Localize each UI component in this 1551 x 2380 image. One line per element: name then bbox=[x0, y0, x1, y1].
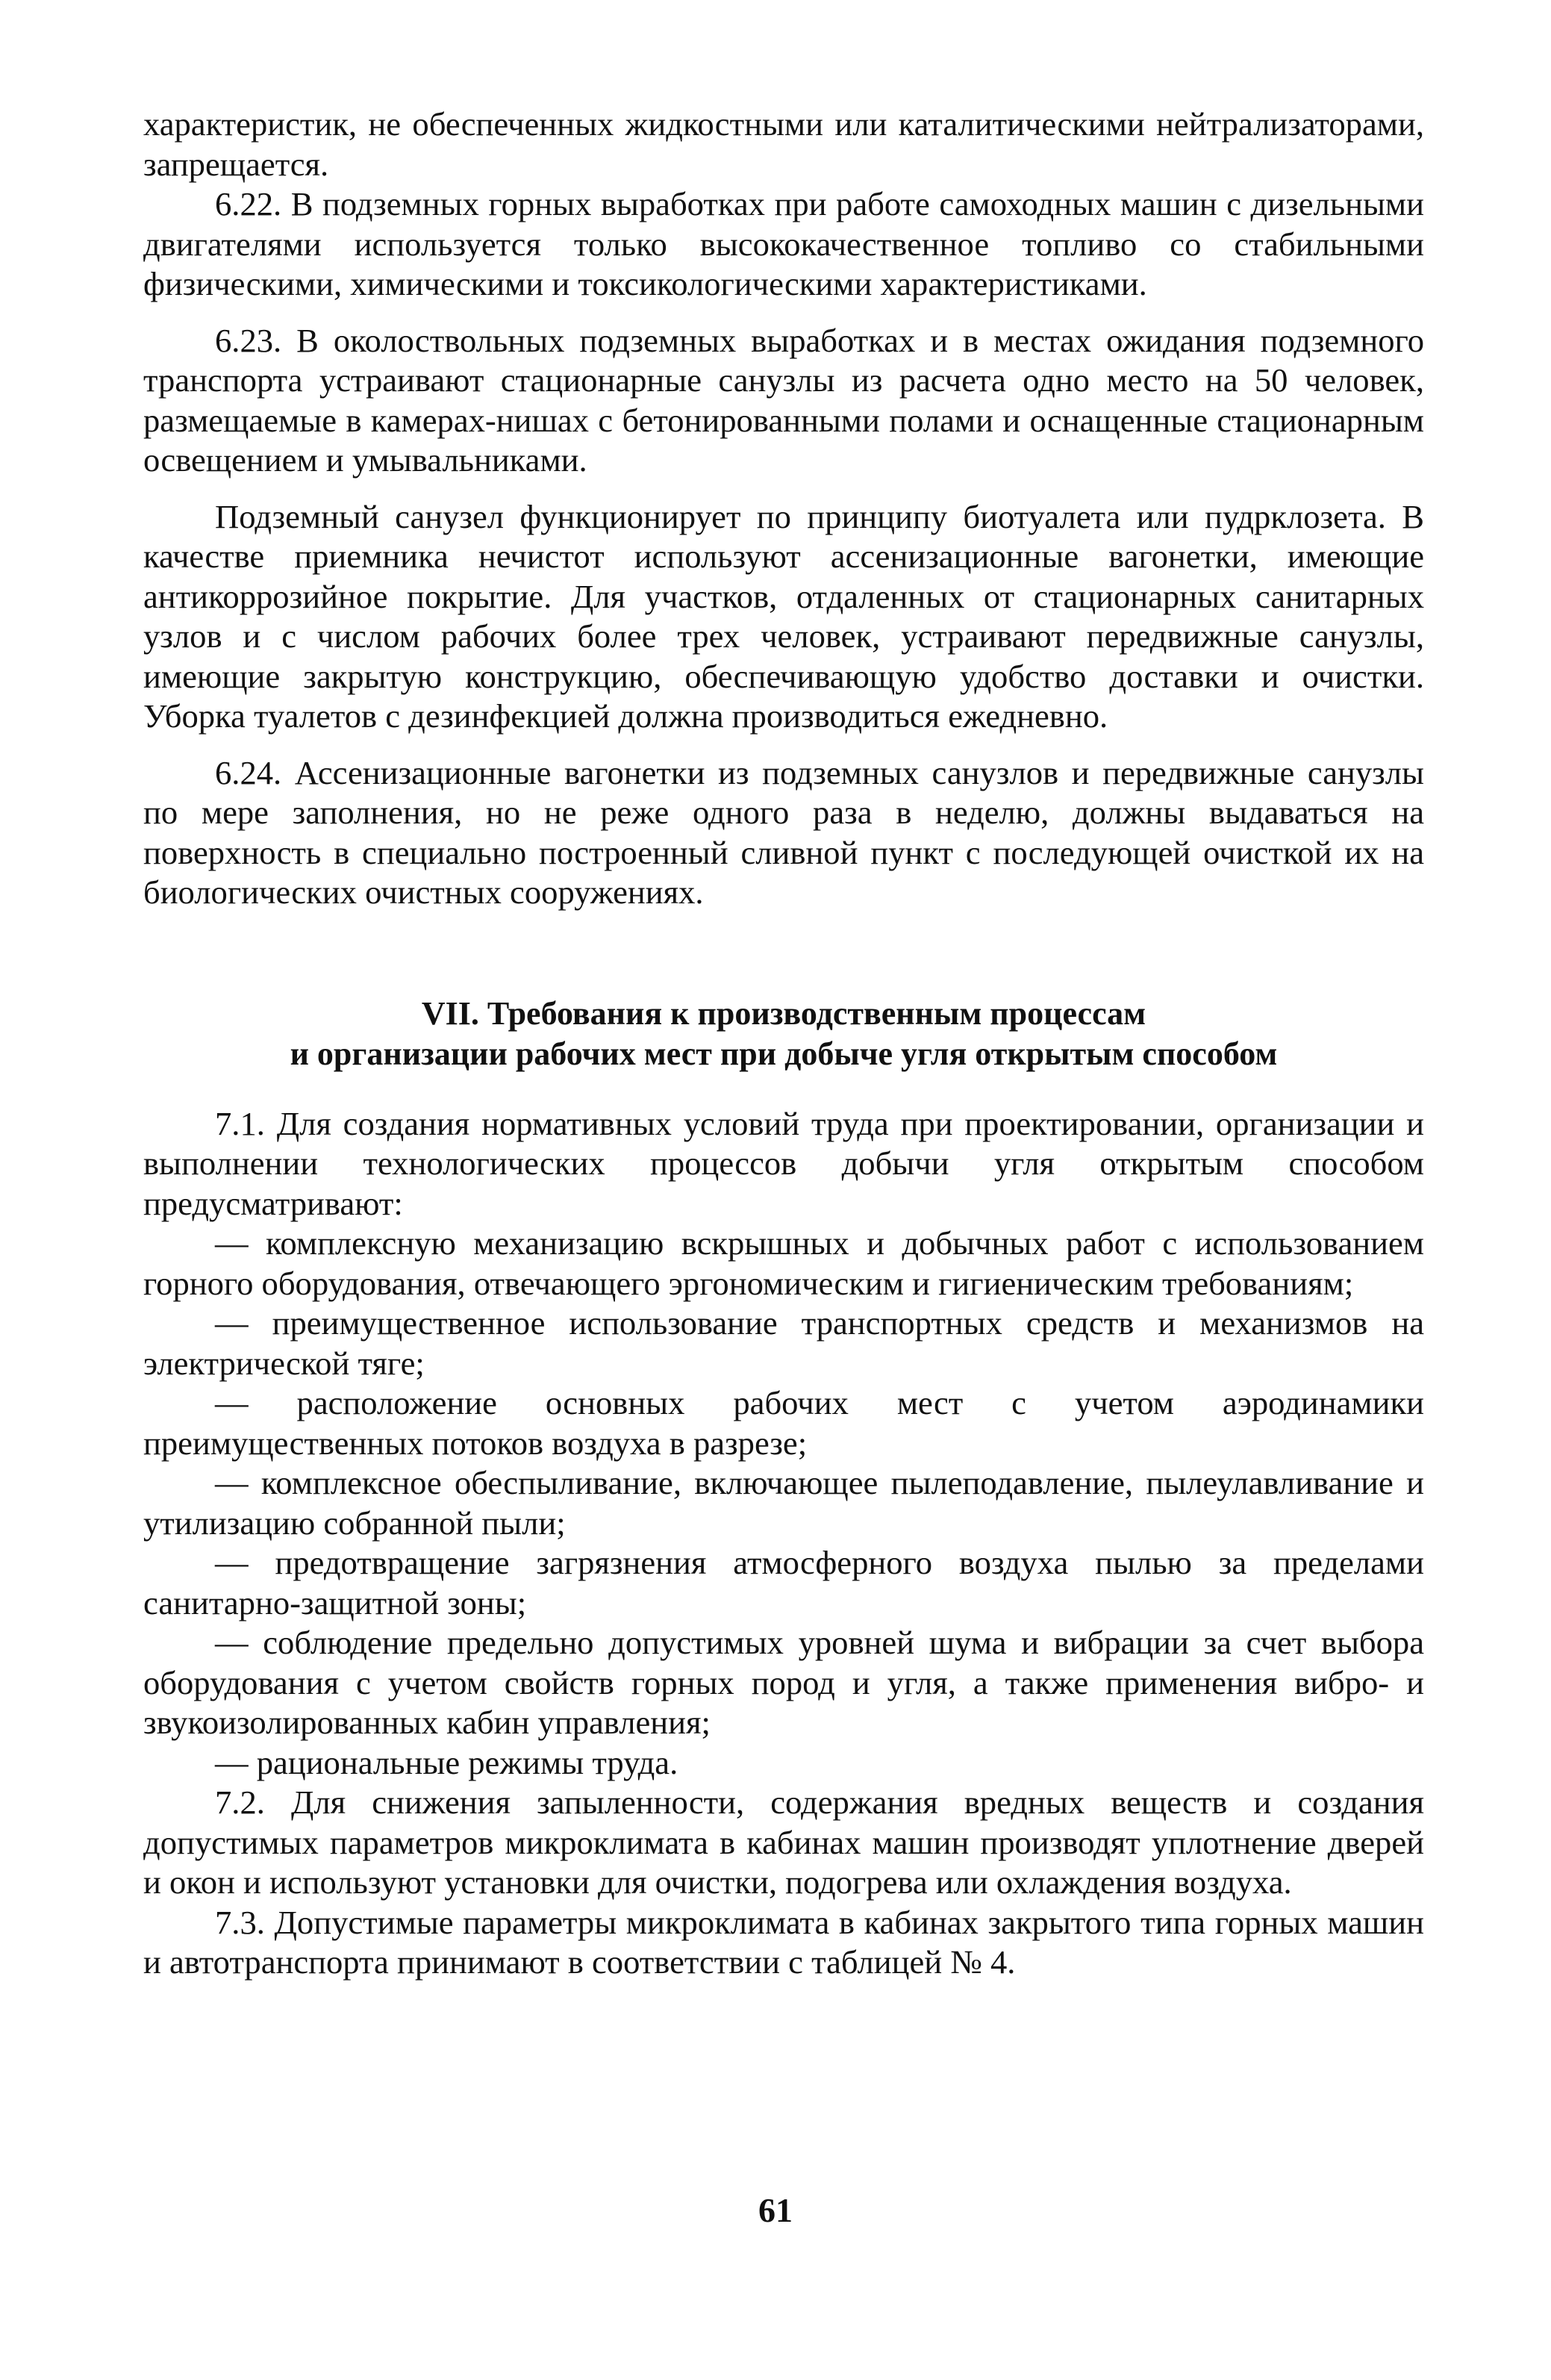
paragraph-7-1: 7.1. Для создания нормативных условий труда при проектировании, организации и выполнении технологических процессов добычи угля открытым способом предусматривают: bbox=[143, 1104, 1424, 1222]
paragraph-7-3: 7.3. Допустимые параметры микроклимата в кабинах закрытого типа горных машин и автотранспорта принимают в соответствии с таблицей № 4. bbox=[143, 1903, 1424, 1981]
list-item-mechanization: — комплексную механизацию вскрышных и добычных работ с использованием горного оборудования, отвечающего эргономическим и гигиеническим требованиям; bbox=[143, 1224, 1424, 1302]
list-item-noise-vibration: — соблюдение предельно допустимых уровней шума и вибрации за счет выбора оборудования с учетом свойств горных пород и угля, а также применения вибро- и звукоизолированных кабин управления; bbox=[143, 1624, 1424, 1741]
page-body bbox=[143, 105, 1424, 1983]
paragraph-7-2: 7.2. Для снижения запыленности, содержания вредных веществ и создания допустимых параметров микроклимата в кабинах машин производят уплотнение дверей и окон и используют установки для очистки, подогрева или охлаждения воздуха. bbox=[143, 1784, 1424, 1901]
page-number: 61 bbox=[758, 2191, 793, 2229]
paragraph-continuation: характеристик, не обеспеченных жидкостными или каталитическими нейтрализаторами, запрещается. bbox=[143, 105, 1424, 183]
paragraph-6-23: 6.23. В околоствольных подземных выработках и в местах ожидания подземного транспорта устраивают стационарные санузлы из расчета одно место на 50 человек, размещаемые в камерах-нишах с бетонированными полами и оснащенные стационарным освещением и умывальниками. bbox=[143, 321, 1424, 479]
section-heading bbox=[143, 994, 1424, 1074]
list-item-workplace-aerodynamics: — расположение основных рабочих мест с учетом аэродинамики преимущественных потоков воздуха в разрезе; bbox=[143, 1384, 1424, 1462]
list-item-work-regimes: — рациональные режимы труда. bbox=[215, 1743, 678, 1781]
list-item-dust-control: — комплексное обеспыливание, включающее пылеподавление, пылеулавливание и утилизацию собранной пыли; bbox=[143, 1464, 1424, 1542]
paragraph-6-24: 6.24. Ассенизационные вагонетки из подземных санузлов и передвижные санузлы по мере заполнения, но не реже одного раза в неделю, должны выдаваться на поверхность в специально построенный сливной пункт с последующей очисткой их на биологических очистных сооружениях. bbox=[143, 753, 1424, 911]
section-heading-line-1: VII. Требования к производственным процессам bbox=[421, 994, 1146, 1032]
list-item-electric-transport: — преимущественное использование транспортных средств и механизмов на электрической тяге; bbox=[143, 1304, 1424, 1382]
paragraph-underground-toilet: Подземный санузел функционирует по принципу биотуалета или пудрклозета. В качестве приемника нечистот используют ассенизационные вагонетки, имеющие антикоррозийное покрытие. Для участков, отдаленных от стационарных санитарных узлов и с числом рабочих более трех человек, устраивают передвижные санузлы, имеющие закрытую конструкцию, обеспечивающую удобство доставки и очистки. Уборка туалетов с дезинфекцией должна производиться ежедневно. bbox=[143, 497, 1424, 735]
section-heading-line-2: и организации рабочих мест при добыче угля открытым способом bbox=[290, 1035, 1278, 1072]
paragraph-6-22: 6.22. В подземных горных выработках при работе самоходных машин с дизельными двигателями используется только высококачественное топливо со стабильными физическими, химическими и токсикологическими характеристиками. bbox=[143, 185, 1424, 302]
list-item-air-pollution: — предотвращение загрязнения атмосферного воздуха пылью за пределами санитарно-защитной зоны; bbox=[143, 1544, 1424, 1622]
